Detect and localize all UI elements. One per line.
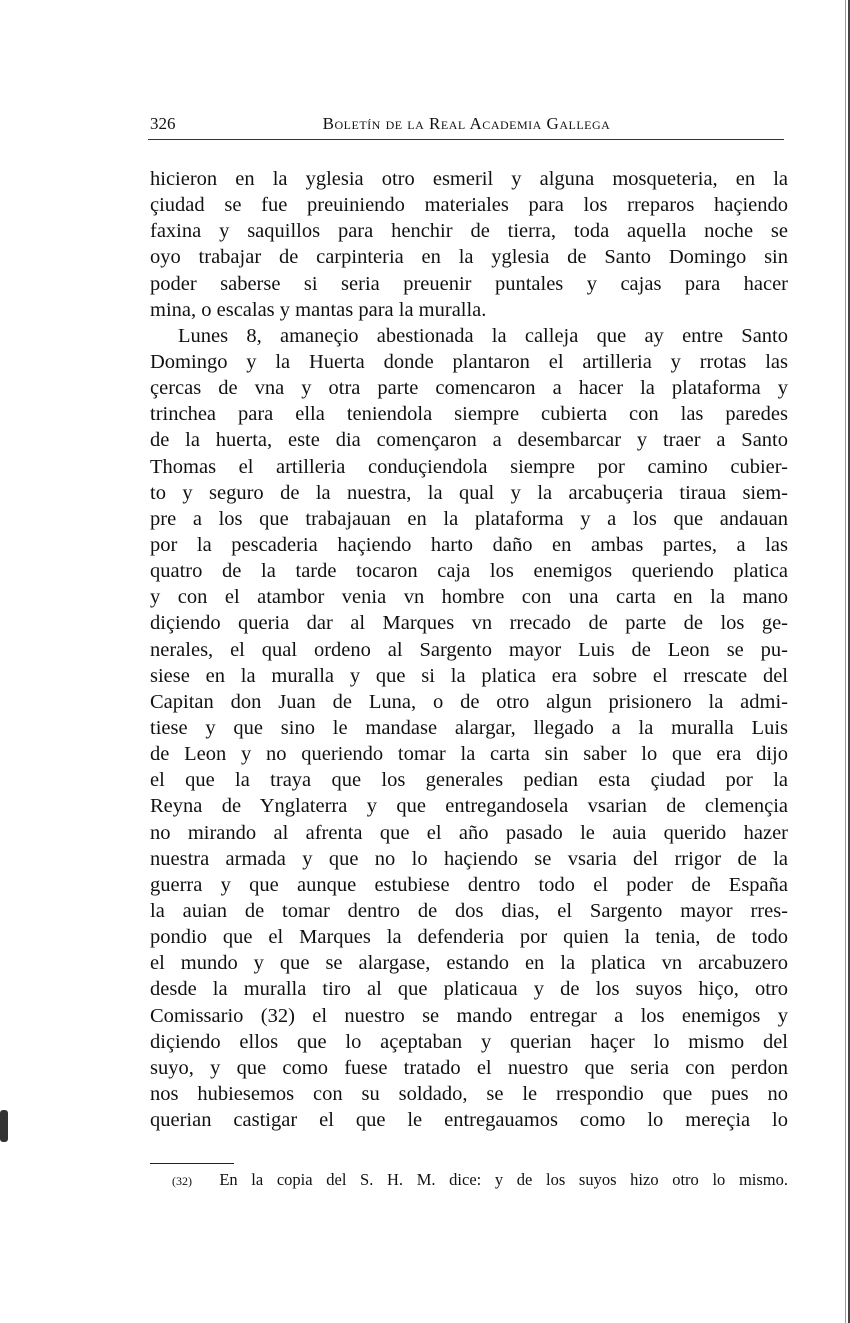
text-line: Comissario (32) el nuestro se mando entregar a los enemigos y xyxy=(150,1004,788,1027)
text-line: trinchea para ella teniendola siempre cubierta con las paredes xyxy=(150,403,788,426)
footnote-mark: (32) xyxy=(172,1174,192,1188)
text-line: hicieron en la yglesia otro esmeril y alguna mosqueteria, en la xyxy=(150,168,788,190)
text-line: Reyna de Ynglaterra y que entregandosela vsarian de clemençia xyxy=(150,795,788,818)
text-line: Lunes 8, amaneçio abestionada la calleja que ay entre Santo xyxy=(178,324,788,347)
text-line: diçiendo ellos que lo açeptaban y querian haçer lo mismo del xyxy=(150,1030,788,1053)
text-line: querian castigar el que le entregauamos como lo mereçia lo xyxy=(150,1109,788,1132)
text-line: el mundo y que se alargase, estando en la platica vn arcabuzero xyxy=(150,952,788,975)
text-line: por la pescaderia haçiendo harto daño en ambas partes, a las xyxy=(150,533,788,556)
text-line: çercas de vna y otra parte comencaron a hacer la plataforma y xyxy=(150,377,788,400)
text-line: Capitan don Juan de Luna, o de otro algun prisionero la admi- xyxy=(150,690,788,713)
text-line: diçiendo queria dar al Marques vn rrecado de parte de los ge- xyxy=(150,612,788,635)
text-line: guerra y que aunque estubiese dentro todo el poder de España xyxy=(150,873,788,896)
text-line: nos hubiesemos con su soldado, se le rrespondio que pues no xyxy=(150,1082,788,1105)
footnote-rule xyxy=(150,1163,234,1164)
text-line: pre a los que trabajauan en la plataforma y a los que andauan xyxy=(150,507,788,530)
header-rule xyxy=(148,139,784,140)
scan-edge-inner xyxy=(845,0,846,1323)
footnote xyxy=(172,1170,788,1190)
text-line: suyo, y que como fuese tratado el nuestro que seria con perdon xyxy=(150,1056,788,1079)
text-line: çiudad se fue preuiniendo materiales para los rreparos haçiendo xyxy=(150,194,788,217)
text-line: de la huerta, este dia començaron a desembarcar y traer a Santo xyxy=(150,429,788,452)
scan-blot xyxy=(0,1110,8,1142)
text-line: Domingo y la Huerta donde plantaron el artilleria y rrotas las xyxy=(150,350,788,373)
text-line: pondio que el Marques la defenderia por quien la tenia, de todo xyxy=(150,926,788,949)
text-line: y con el atambor venia vn hombre con una carta en la mano xyxy=(150,586,788,609)
body-text xyxy=(150,166,788,1133)
page-number: 326 xyxy=(150,114,176,133)
text-line: mina, o escalas y mantas para la muralla. xyxy=(150,298,487,321)
page-header xyxy=(150,114,783,140)
text-line: faxina y saquillos para henchir de tierra, toda aquella noche se xyxy=(150,220,788,243)
text-line: oyo trabajar de carpinteria en la yglesia de Santo Domingo sin xyxy=(150,246,788,269)
text-line: no mirando al afrenta que el año pasado le auia querido hazer xyxy=(150,821,788,844)
text-line: la auian de tomar dentro de dos dias, el Sargento mayor rres- xyxy=(150,899,788,922)
text-line: desde la muralla tiro al que platicaua y de los suyos hiço, otro xyxy=(150,978,788,1001)
running-title: Boletín de la Real Academia Gallega xyxy=(322,114,611,133)
footnote-text: En la copia del S. H. M. dice: y de los suyos hizo otro lo mismo. xyxy=(219,1170,788,1189)
text-line: siese en la muralla y que si la platica era sobre el rrescate del xyxy=(150,664,788,687)
text-line: poder saberse si seria preuenir puntales y cajas para hacer xyxy=(150,272,788,295)
text-line: Thomas el artilleria conduçiendola siempre por camino cubier- xyxy=(150,455,788,478)
text-line: to y seguro de la nuestra, la qual y la arcabuçeria tiraua siem- xyxy=(150,481,788,504)
text-line: tiese y que sino le mandase alargar, llegado a la muralla Luis xyxy=(150,716,788,739)
text-line: nerales, el qual ordeno al Sargento mayor Luis de Leon se pu- xyxy=(150,638,788,661)
text-line: nuestra armada y que no lo haçiendo se vsaria del rrigor de la xyxy=(150,847,788,870)
text-line: de Leon y no queriendo tomar la carta sin saber lo que era dijo xyxy=(150,743,788,766)
text-line: quatro de la tarde tocaron caja los enemigos queriendo platica xyxy=(150,560,788,583)
text-line: el que la traya que los generales pedian esta çiudad por la xyxy=(150,769,788,792)
